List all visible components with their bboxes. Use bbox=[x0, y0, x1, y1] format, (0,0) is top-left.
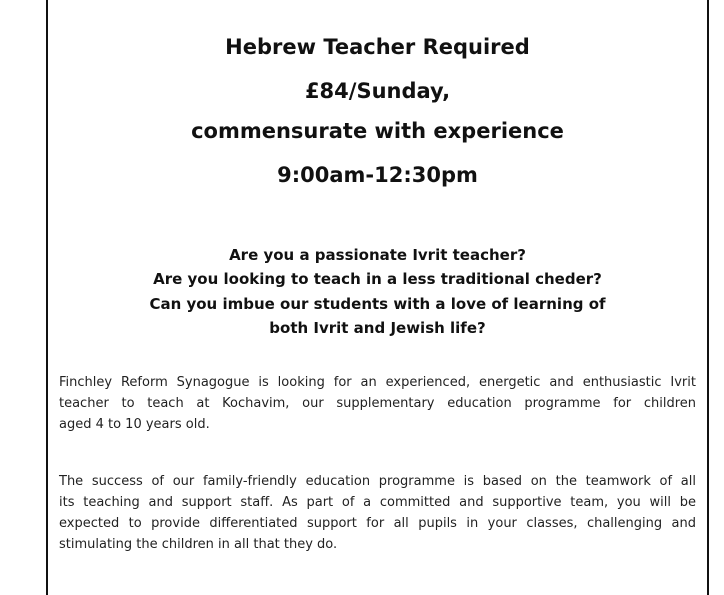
paragraph-line: expected to provide differentiated support for all pupils in your classes, challenging and bbox=[59, 516, 696, 531]
paragraph-line: stimulating the children in all that they do. bbox=[59, 537, 338, 552]
paragraph-team bbox=[59, 471, 696, 555]
advert-pay-note: commensurate with experience bbox=[191, 119, 564, 143]
question-line: Are you a passionate Ivrit teacher? bbox=[229, 246, 526, 264]
question-line: Are you looking to teach in a less traditional cheder? bbox=[153, 270, 602, 288]
advert-title: Hebrew Teacher Required bbox=[225, 35, 530, 59]
page-border-right bbox=[707, 0, 709, 595]
advert-hours: 9:00am-12:30pm bbox=[277, 163, 478, 187]
paragraph-line: teacher to teach at Kochavim, our supplementary education programme for children bbox=[59, 396, 696, 411]
paragraph-line: aged 4 to 10 years old. bbox=[59, 417, 210, 432]
paragraph-line: its teaching and support staff. As part of a committed and supportive team, you will be bbox=[59, 495, 696, 510]
paragraph-line: Finchley Reform Synagogue is looking for an experienced, energetic and enthusiastic Ivrit bbox=[59, 375, 696, 390]
paragraph-intro bbox=[59, 372, 696, 435]
paragraph-line: The success of our family-friendly education programme is based on the teamwork of all bbox=[59, 474, 696, 489]
question-line: Can you imbue our students with a love of learning of bbox=[149, 295, 606, 313]
question-line: both Ivrit and Jewish life? bbox=[269, 319, 486, 337]
advert-pay: £84/Sunday, bbox=[304, 79, 451, 103]
